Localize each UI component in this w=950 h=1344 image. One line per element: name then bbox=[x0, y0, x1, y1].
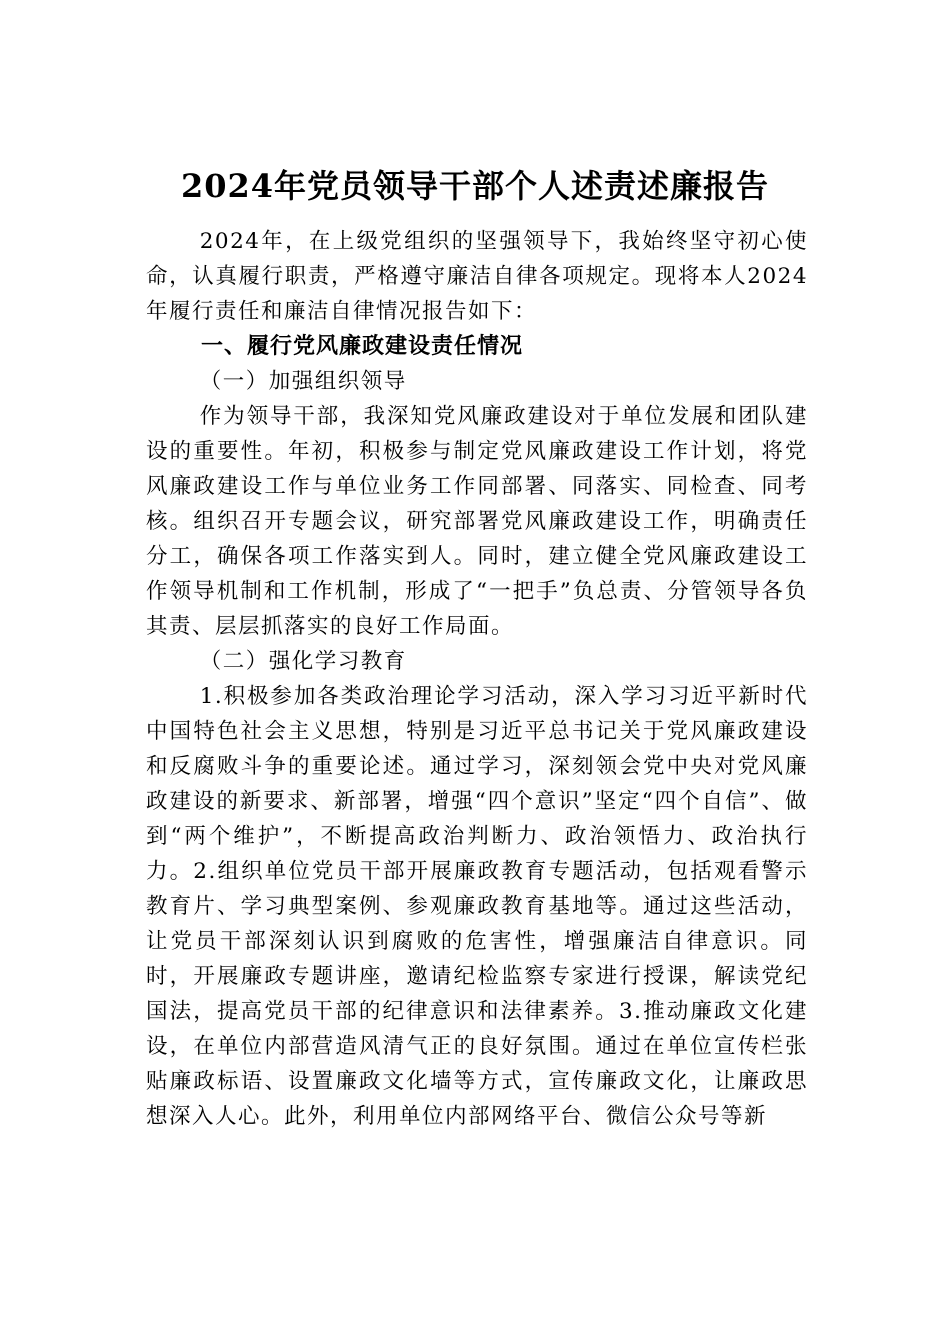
subsection-heading-1: （一）加强组织领导 bbox=[199, 369, 407, 394]
subsection-paragraph-1: 作为领导干部，我深知党风廉政建设对于单位发展和团队建设的重要性。年初，积极参与制定党风廉政建设工作计划，将党风廉政建设工作与单位业务工作同部署、同落实、同检查、同考核。组织召开专题会议，研究部署党风廉政建设工作，明确责任分工，确保各项工作落实到人。同时，建立健全党风廉政建设工作领导机制和工作机制，形成了“一把手”负总责、分管领导各负其责、层层抓落实的良好工作局面。 bbox=[146, 404, 808, 639]
section-heading-1: 一、履行党风廉政建设责任情况 bbox=[201, 334, 524, 359]
subsection-paragraph-2: 1.积极参加各类政治理论学习活动，深入学习习近平新时代中国特色社会主义思想，特别是习近平总书记关于党风廉政建设和反腐败斗争的重要论述。通过学习，深刻领会党中央对党风廉政建设的新要求、新部署，增强“四个意识”坚定“四个自信”、做到“两个维护”，不断提高政治判断力、政治领悟力、政治执行力。2.组织单位党员干部开展廉政教育专题活动，包括观看警示教育片、学习典型案例、参观廉政教育基地等。通过这些活动，让党员干部深刻认识到腐败的危害性，增强廉洁自律意识。同时，开展廉政专题讲座，邀请纪检监察专家进行授课，解读党纪国法，提高党员干部的纪律意识和法律素养。3.推动廉政文化建设，在单位内部营造风清气正的良好氛围。通过在单位宣传栏张贴廉政标语、设置廉政文化墙等方式，宣传廉政文化，让廉政思想深入人心。此外，利用单位内部网络平台、微信公众号等新 bbox=[146, 684, 808, 1129]
document-body bbox=[146, 224, 808, 1134]
subsection-heading-2: （二）强化学习教育 bbox=[199, 649, 407, 674]
document-title: 2024年党员领导干部个人述责述廉报告 bbox=[180, 167, 770, 205]
intro-paragraph: 2024年，在上级党组织的坚强领导下，我始终坚守初心使命，认真履行职责，严格遵守廉洁自律各项规定。现将本人2024年履行责任和廉洁自律情况报告如下： bbox=[146, 229, 808, 324]
